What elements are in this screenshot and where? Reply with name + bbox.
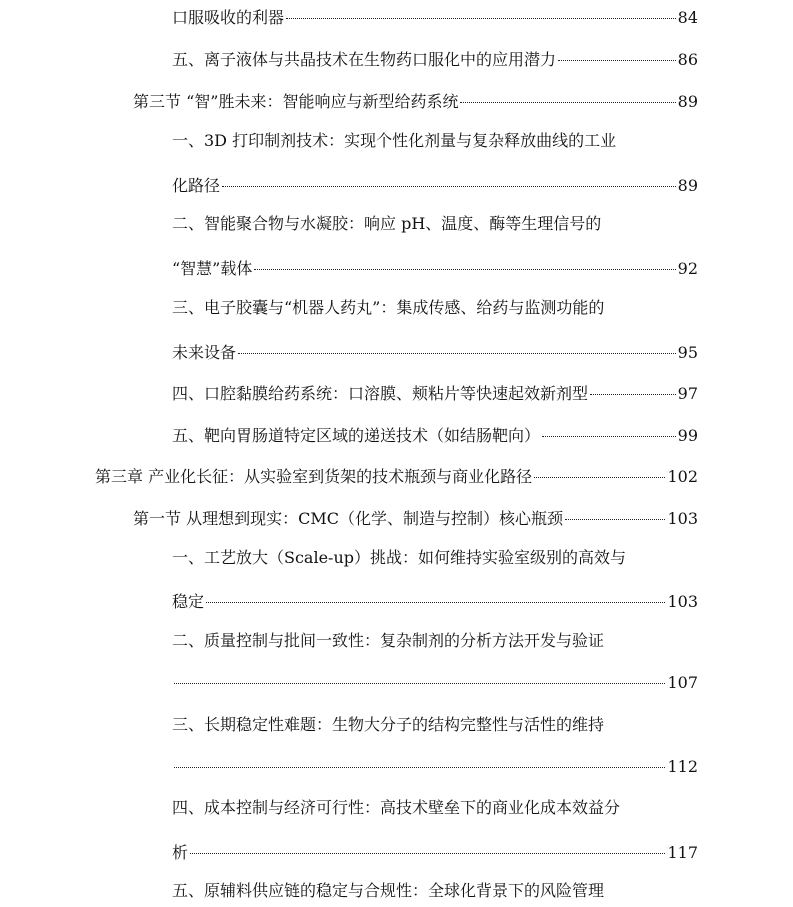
toc-entry-title: 二、质量控制与批间一致性：复杂制剂的分析方法开发与验证 — [172, 631, 605, 650]
toc-entry-title: 一、3D 打印制剂技术：实现个性化剂量与复杂释放曲线的工业 — [172, 131, 617, 150]
dot-leader — [238, 353, 676, 354]
dot-leader — [254, 269, 675, 270]
toc-entry-title: 三、电子胶囊与“机器人药丸”：集成传感、给药与监测功能的 — [172, 298, 605, 317]
toc-entry-title: 五、离子液体与共晶技术在生物药口服化中的应用潜力 — [172, 50, 557, 69]
dot-leader — [590, 394, 676, 395]
toc-entry-title: 第一节 从理想到现实：CMC（化学、制造与控制）核心瓶颈 — [133, 509, 563, 528]
toc-item-entry[interactable] — [172, 757, 698, 777]
toc-item-entry[interactable] — [172, 589, 698, 609]
toc-entry-title: 五、靶向胃肠道特定区域的递送技术（如结肠靶向） — [172, 426, 541, 445]
dot-leader — [460, 102, 675, 103]
toc-section-entry[interactable] — [133, 506, 698, 526]
toc-entry-title: 稳定 — [172, 592, 205, 611]
toc-entry-title: 一、工艺放大（Scale-up）挑战：如何维持实验室级别的高效与 — [172, 548, 627, 567]
toc-item-entry[interactable] — [172, 256, 698, 276]
dot-leader — [174, 683, 665, 684]
toc-entry-title: 五、原辅料供应链的稳定与合规性：全球化背景下的风险管理 — [172, 881, 605, 900]
toc-entry-title: 化路径 — [172, 176, 221, 195]
dot-leader — [534, 477, 665, 478]
dot-leader — [542, 436, 676, 437]
toc-page-number: 95 — [677, 343, 698, 362]
toc-page-number: 92 — [677, 259, 698, 278]
toc-item-entry[interactable] — [172, 840, 698, 860]
toc-item-entry[interactable] — [172, 881, 604, 901]
toc-entry-title: 口服吸收的利器 — [172, 8, 285, 27]
dot-leader — [174, 767, 665, 768]
toc-entry-title: 第三章 产业化长征：从实验室到货架的技术瓶颈与商业化路径 — [95, 467, 533, 486]
dot-leader — [206, 602, 665, 603]
toc-entry-title: 四、口腔黏膜给药系统：口溶膜、颊粘片等快速起效新剂型 — [172, 384, 589, 403]
toc-page-number: 102 — [667, 467, 698, 486]
toc-page-number: 89 — [677, 92, 698, 111]
toc-item-entry[interactable] — [172, 798, 620, 818]
toc-page-number: 112 — [667, 757, 698, 776]
toc-item-entry[interactable] — [172, 214, 601, 234]
dot-leader — [222, 186, 676, 187]
dot-leader — [565, 519, 665, 520]
toc-page-number: 99 — [677, 426, 698, 445]
dot-leader — [558, 60, 676, 61]
toc-page-number: 117 — [667, 843, 698, 862]
toc-item-entry[interactable] — [172, 715, 604, 735]
toc-item-entry[interactable] — [172, 631, 604, 651]
toc-section-entry[interactable] — [133, 89, 698, 109]
toc-entry-title: 四、成本控制与经济可行性：高技术壁垒下的商业化成本效益分 — [172, 798, 621, 817]
toc-item-entry[interactable] — [172, 381, 698, 401]
toc-page-number: 103 — [667, 509, 698, 528]
toc-page-number: 86 — [677, 50, 698, 69]
toc-entry-title: “智慧”载体 — [172, 259, 253, 278]
toc-entry-title: 未来设备 — [172, 343, 237, 362]
toc-page-number: 89 — [677, 176, 698, 195]
toc-item-entry[interactable] — [172, 131, 616, 151]
toc-item-entry[interactable] — [172, 298, 604, 318]
toc-item-entry[interactable] — [172, 423, 698, 443]
dot-leader — [286, 18, 676, 19]
toc-item-entry[interactable] — [172, 47, 698, 67]
toc-entry-title: 二、智能聚合物与水凝胶：响应 pH、温度、酶等生理信号的 — [172, 214, 602, 233]
toc-item-entry[interactable] — [172, 673, 698, 693]
toc-page-number: 84 — [677, 8, 698, 27]
toc-item-entry[interactable] — [172, 548, 626, 568]
toc-page-number: 97 — [677, 384, 698, 403]
toc-page-number: 107 — [667, 673, 698, 692]
toc-entry-title: 三、长期稳定性难题：生物大分子的结构完整性与活性的维持 — [172, 715, 605, 734]
toc-page-number: 103 — [667, 592, 698, 611]
toc-item-entry[interactable] — [172, 5, 698, 25]
toc-item-entry[interactable] — [172, 173, 698, 193]
toc-entry-title: 第三节 “智”胜未来：智能响应与新型给药系统 — [133, 92, 459, 111]
toc-chapter-entry[interactable] — [95, 464, 698, 484]
dot-leader — [190, 853, 665, 854]
toc-entry-title: 析 — [172, 843, 189, 862]
toc-item-entry[interactable] — [172, 340, 698, 360]
